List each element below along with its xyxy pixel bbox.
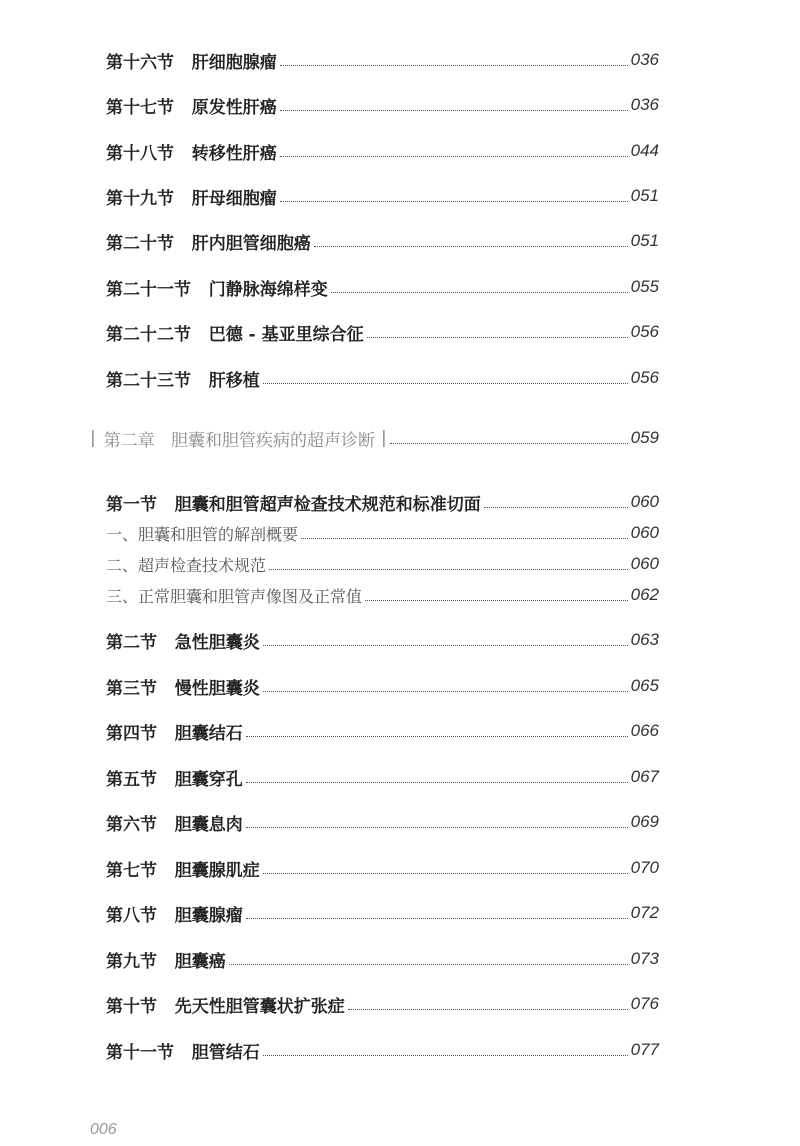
chapter-bar-left: |: [90, 428, 96, 448]
dot-leader: [390, 443, 628, 444]
toc-entry-section[interactable]: [106, 809, 659, 835]
toc-entry-section[interactable]: [106, 489, 659, 515]
toc-entry-title: 第十九节 肝母细胞瘤: [106, 188, 277, 209]
toc-entry-page: 073: [630, 949, 659, 968]
dot-leader: [263, 383, 628, 384]
toc-entry-page: 044: [630, 141, 659, 160]
toc-entry-title: 第十八节 转移性肝癌: [106, 143, 277, 164]
dot-leader: [229, 964, 628, 965]
toc-entry-title: 第二十二节 巴德 - 基亚里综合征: [106, 324, 364, 345]
toc-entry-title: 第一节 胆囊和胆管超声检查技术规范和标准切面: [106, 494, 481, 515]
toc-entry-title: 第九节 胆囊癌: [106, 951, 226, 972]
dot-leader: [367, 337, 628, 338]
toc-entry-title: 第十七节 原发性肝癌: [106, 97, 277, 118]
dot-leader: [269, 569, 628, 570]
dot-leader: [263, 691, 628, 692]
dot-leader: [365, 600, 628, 601]
toc-entry-subsection[interactable]: [106, 520, 659, 546]
toc-entry-title: 第四节 胆囊结石: [106, 723, 243, 744]
dot-leader: [484, 507, 628, 508]
toc-entry-page: 063: [630, 630, 659, 649]
toc-entry-title: 第八节 胆囊腺瘤: [106, 905, 243, 926]
toc-entry-section[interactable]: [106, 365, 659, 391]
toc-entry-page: 065: [630, 676, 659, 695]
toc-entry-subsection[interactable]: [106, 582, 659, 608]
toc-entry-section[interactable]: [106, 764, 659, 790]
toc-entry-page: 036: [630, 50, 659, 69]
toc-entry-page: 076: [630, 994, 659, 1013]
dot-leader: [263, 645, 628, 646]
dot-leader: [246, 918, 628, 919]
toc-entry-title: 第二十一节 门静脉海绵样变: [106, 279, 328, 300]
toc-entry-section[interactable]: [106, 183, 659, 209]
toc-entry-title: 二、超声检查技术规范: [106, 555, 267, 575]
toc-entry-title: 第二节 急性胆囊炎: [106, 632, 260, 653]
dot-leader: [280, 201, 628, 202]
toc-entry-section[interactable]: [106, 673, 659, 699]
toc-entry-title: 第十节 先天性胆管囊状扩张症: [106, 996, 345, 1017]
toc-entry-section[interactable]: [106, 319, 659, 345]
toc-entry-subsection[interactable]: [106, 551, 659, 577]
toc-entry-section[interactable]: [106, 138, 659, 164]
toc-entry-page: 056: [630, 368, 659, 387]
dot-leader: [314, 246, 628, 247]
toc-entry-title: 第六节 胆囊息肉: [106, 814, 243, 835]
toc-entry-section[interactable]: [106, 855, 659, 881]
toc-entry-page: 036: [630, 95, 659, 114]
toc-entry-chapter[interactable]: [90, 425, 659, 451]
toc-entry-title: 第三节 慢性胆囊炎: [106, 678, 260, 699]
toc-entry-page: 077: [630, 1040, 659, 1059]
toc-entry-page: 062: [630, 585, 659, 604]
dot-leader: [246, 827, 628, 828]
toc-entry-section[interactable]: [106, 991, 659, 1017]
toc-entry-section[interactable]: [106, 92, 659, 118]
toc-entry-page: 066: [630, 721, 659, 740]
toc-entry-page: 072: [630, 903, 659, 922]
toc-entry-section[interactable]: [106, 274, 659, 300]
dot-leader: [280, 156, 628, 157]
dot-leader: [348, 1009, 628, 1010]
toc-entry-page: 059: [630, 428, 659, 447]
dot-leader: [280, 65, 628, 66]
toc-entry-section[interactable]: [106, 228, 659, 254]
toc-entry-page: 067: [630, 767, 659, 786]
chapter-bar-right: |: [380, 428, 387, 448]
toc-entry-section[interactable]: [106, 627, 659, 653]
toc-entry-title: 第十一节 胆管结石: [106, 1042, 260, 1063]
toc-entry-title: 三、正常胆囊和胆管声像图及正常值: [106, 586, 363, 606]
chapter-title: 第二章 胆囊和胆管疾病的超声诊断: [103, 430, 375, 451]
dot-leader: [331, 292, 628, 293]
toc-entry-page: 060: [630, 554, 659, 573]
toc-entry-title: 一、胆囊和胆管的解剖概要: [106, 524, 299, 544]
toc-entry-title: 第七节 胆囊腺肌症: [106, 860, 260, 881]
footer-page-number: 006: [90, 1121, 117, 1138]
dot-leader: [263, 873, 628, 874]
toc-entry-page: 051: [630, 186, 659, 205]
toc-entry-page: 056: [630, 322, 659, 341]
toc-entry-section[interactable]: [106, 900, 659, 926]
toc-entry-section[interactable]: [106, 946, 659, 972]
toc-entry-page: 060: [630, 523, 659, 542]
toc-entry-title: 第二十节 肝内胆管细胞癌: [106, 233, 311, 254]
toc-entry-title: 第十六节 肝细胞腺瘤: [106, 52, 277, 73]
toc-entry-section[interactable]: [106, 1037, 659, 1063]
toc-entry-page: 055: [630, 277, 659, 296]
toc-entry-section[interactable]: [106, 718, 659, 744]
toc-entry-title: 第二十三节 肝移植: [106, 370, 260, 391]
toc-entry-page: 070: [630, 858, 659, 877]
toc-entry-page: 069: [630, 812, 659, 831]
dot-leader: [280, 110, 628, 111]
dot-leader: [301, 538, 628, 539]
toc-entry-page: 051: [630, 231, 659, 250]
toc-entry-page: 060: [630, 492, 659, 511]
toc-entry-section[interactable]: [106, 47, 659, 73]
dot-leader: [246, 782, 628, 783]
toc-entry-title: 第五节 胆囊穿孔: [106, 769, 243, 790]
dot-leader: [246, 736, 628, 737]
dot-leader: [263, 1055, 628, 1056]
